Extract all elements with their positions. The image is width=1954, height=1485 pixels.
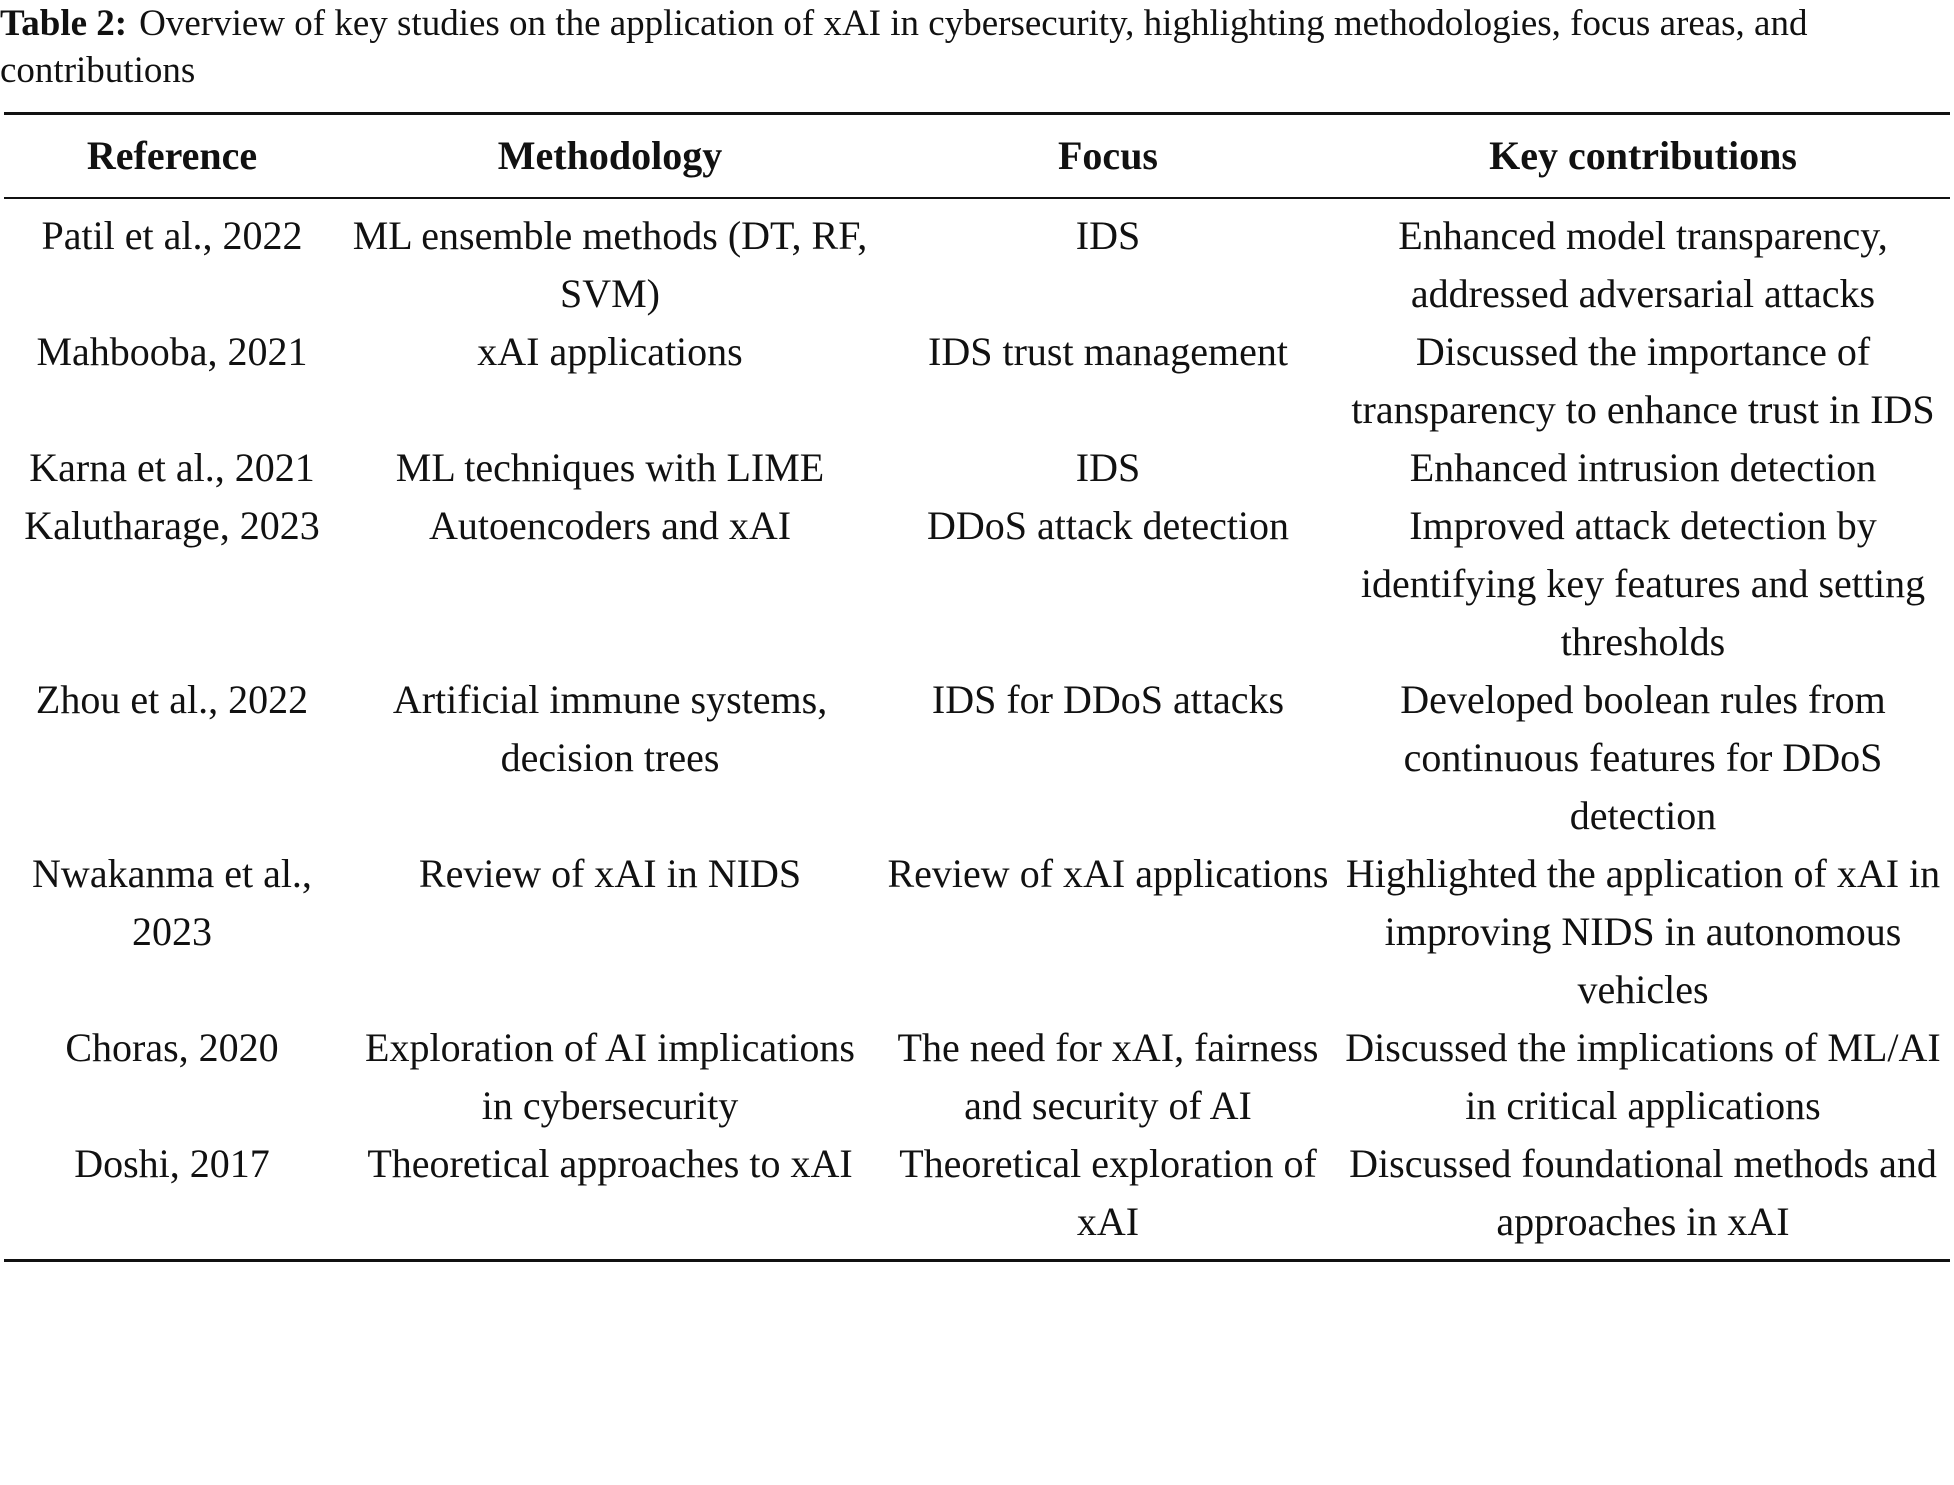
cell-reference: Choras, 2020 bbox=[65, 1025, 279, 1070]
cell-key-contributions: Highlighted the application of xAI in improving NIDS in autonomous vehicles bbox=[1345, 851, 1941, 1012]
table-row bbox=[4, 198, 1950, 323]
cell-methodology: Review of xAI in NIDS bbox=[418, 851, 802, 896]
table-row bbox=[4, 1135, 1950, 1261]
cell-methodology: Artificial immune systems, decision trees bbox=[392, 677, 828, 780]
table-row bbox=[4, 497, 1950, 671]
cell-focus: The need for xAI, fairness and security of AI bbox=[897, 1025, 1319, 1128]
table-caption-label: Table 2: bbox=[0, 3, 128, 44]
cell-focus: IDS trust management bbox=[928, 329, 1288, 374]
header-methodology: Methodology bbox=[497, 133, 723, 178]
cell-key-contributions: Developed boolean rules from continuous features for DDoS detection bbox=[1400, 677, 1886, 838]
cell-key-contributions: Improved attack detection by identifying key features and setting thresholds bbox=[1360, 503, 1926, 664]
cell-focus: Theoretical exploration of xAI bbox=[899, 1141, 1317, 1244]
cell-key-contributions: Discussed the importance of transparency to enhance trust in IDS bbox=[1351, 329, 1935, 432]
cell-key-contributions: Enhanced model transparency, addressed adversarial attacks bbox=[1398, 213, 1888, 316]
cell-methodology: Theoretical approaches to xAI bbox=[367, 1141, 853, 1186]
cell-methodology: Exploration of AI implications in cybersecurity bbox=[365, 1025, 855, 1128]
cell-reference: Mahbooba, 2021 bbox=[36, 329, 308, 374]
table-body bbox=[4, 198, 1950, 1261]
table-row bbox=[4, 323, 1950, 439]
cell-reference: Doshi, 2017 bbox=[74, 1141, 270, 1186]
cell-focus: IDS bbox=[1075, 445, 1141, 490]
studies-table bbox=[4, 112, 1950, 1262]
header-key-contributions: Key contributions bbox=[1489, 133, 1797, 178]
cell-reference: Zhou et al., 2022 bbox=[35, 677, 309, 722]
table-row bbox=[4, 845, 1950, 1019]
cell-reference: Kalutharage, 2023 bbox=[24, 503, 320, 548]
table-caption bbox=[0, 0, 1950, 94]
header-reference: Reference bbox=[86, 133, 258, 178]
table-row bbox=[4, 1019, 1950, 1135]
cell-reference: Karna et al., 2021 bbox=[29, 445, 315, 490]
cell-methodology: Autoencoders and xAI bbox=[428, 503, 792, 548]
cell-focus: IDS for DDoS attacks bbox=[931, 677, 1285, 722]
header-row bbox=[4, 114, 1950, 199]
cell-focus: DDoS attack detection bbox=[926, 503, 1290, 548]
cell-reference: Patil et al., 2022 bbox=[41, 213, 303, 258]
cell-focus: Review of xAI applications bbox=[887, 851, 1329, 896]
header-focus: Focus bbox=[1058, 133, 1158, 178]
cell-reference: Nwakanma et al., 2023 bbox=[32, 851, 312, 954]
cell-methodology: xAI applications bbox=[477, 329, 743, 374]
cell-key-contributions: Enhanced intrusion detection bbox=[1409, 445, 1877, 490]
table-row bbox=[4, 439, 1950, 497]
cell-methodology: ML techniques with LIME bbox=[395, 445, 825, 490]
cell-key-contributions: Discussed foundational methods and approaches in xAI bbox=[1349, 1141, 1937, 1244]
table-caption-text: Overview of key studies on the application of xAI in cybersecurity, highlighting methodologies, focus areas, and contributions bbox=[0, 3, 1808, 91]
table-header bbox=[4, 114, 1950, 199]
cell-key-contributions: Discussed the implications of ML/AI in critical applications bbox=[1345, 1025, 1941, 1128]
cell-focus: IDS bbox=[1075, 213, 1141, 258]
table-row bbox=[4, 671, 1950, 845]
cell-methodology: ML ensemble methods (DT, RF, SVM) bbox=[352, 213, 868, 316]
